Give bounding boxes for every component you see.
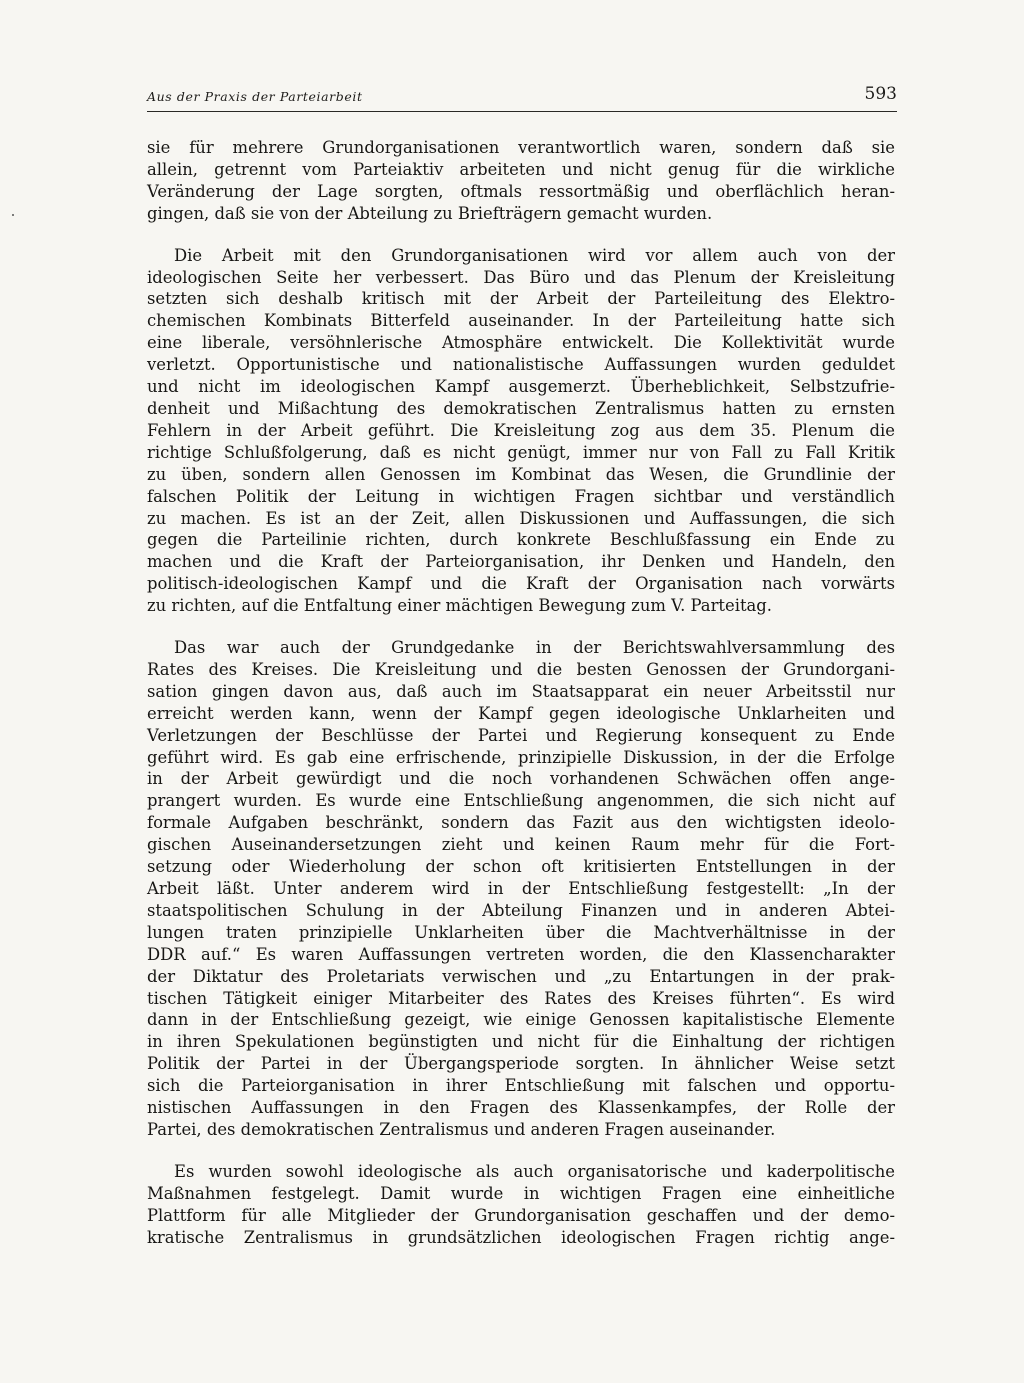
text-line: nistischen Auffassungen in den Fragen des Klassenkampfes, der Rolle der	[147, 1098, 895, 1118]
text-line: in der Arbeit gewürdigt und die noch vorhandenen Schwächen offen ange-	[147, 769, 895, 789]
text-line: Es wurden sowohl ideologische als auch organisatorische und kaderpolitische	[174, 1161, 895, 1181]
text-line: Plattform für alle Mitglieder der Grundorganisation geschaffen und der demo-	[147, 1205, 895, 1225]
text-line: Arbeit läßt. Unter anderem wird in der Entschließung festgestellt: „In der	[147, 879, 895, 898]
text-line: setzung oder Wiederholung der schon oft kritisierten Entstellungen in der	[147, 857, 895, 877]
text-line: erreicht werden kann, wenn der Kampf gegen ideologische Unklarheiten und	[147, 703, 895, 723]
text-line: gegen die Parteilinie richten, durch konkrete Beschlußfassung ein Ende zu	[147, 530, 895, 550]
running-title: Aus der Praxis der Parteiarbeit	[147, 89, 363, 104]
text-line: lungen traten prinzipielle Unklarheiten über die Machtverhältnisse in der	[147, 922, 895, 942]
text-line: sich die Parteiorganisation in ihrer Entschließung mit falschen und opportu-	[147, 1076, 895, 1096]
text-line: Fehlern in der Arbeit geführt. Die Kreisleitung zog aus dem 35. Plenum die	[147, 420, 895, 440]
paragraph-2	[147, 245, 895, 617]
text-line: gischen Auseinandersetzungen zieht und keinen Raum mehr für die Fort-	[147, 835, 895, 855]
page-number: 593	[864, 84, 897, 104]
text-line: gingen, daß sie von der Abteilung zu Briefträgern gemacht wurden.	[147, 203, 713, 223]
text-line: machen und die Kraft der Parteiorganisation, ihr Denken und Handeln, den	[147, 552, 895, 572]
text-line: Das war auch der Grundgedanke in der Berichtswahlversammlung des	[174, 638, 895, 658]
text-line: DDR auf.“ Es waren Auffassungen vertreten worden, die den Klassencharakter	[147, 944, 895, 964]
text-line: in ihren Spekulationen begünstigten und nicht für die Einhaltung der richtigen	[147, 1032, 895, 1052]
text-line: staatspolitischen Schulung in der Abteilung Finanzen und in anderen Abtei-	[147, 900, 895, 920]
text-line: setzten sich deshalb kritisch mit der Arbeit der Parteileitung des Elektro-	[147, 289, 895, 309]
text-line: zu üben, sondern allen Genossen im Kombinat das Wesen, die Grundlinie der	[147, 464, 895, 484]
paragraph-4	[147, 1161, 895, 1249]
body-text	[147, 137, 895, 1269]
text-line: sie für mehrere Grundorganisationen verantwortlich waren, sondern daß sie	[147, 138, 895, 157]
text-line: chemischen Kombinats Bitterfeld auseinander. In der Parteileitung hatte sich	[147, 311, 895, 331]
text-line: richtige Schlußfolgerung, daß es nicht genügt, immer nur von Fall zu Fall Kritik	[147, 442, 895, 462]
text-line: falschen Politik der Leitung in wichtigen Fragen sichtbar und verständlich	[147, 486, 895, 506]
text-line: Die Arbeit mit den Grundorganisationen wird vor allem auch von der	[174, 245, 895, 265]
text-line: eine liberale, versöhnlerische Atmosphäre entwickelt. Die Kollektivität wurde	[147, 333, 895, 353]
text-line: denheit und Mißachtung des demokratischen Zentralismus hatten zu ernsten	[147, 398, 895, 418]
page-header	[147, 84, 897, 114]
paragraph-3	[147, 637, 895, 1141]
text-line: dann in der Entschließung gezeigt, wie einige Genossen kapitalistische Elemente	[147, 1010, 895, 1030]
text-line: geführt wird. Es gab eine erfrischende, prinzipielle Diskussion, in der die Erfolge	[147, 747, 895, 767]
text-line: Maßnahmen festgelegt. Damit wurde in wichtigen Fragen eine einheitliche	[147, 1183, 895, 1203]
text-line: tischen Tätigkeit einiger Mitarbeiter des Rates des Kreises führten“. Es wird	[147, 988, 895, 1008]
text-line: Verletzungen der Beschlüsse der Partei und Regierung konsequent zu Ende	[147, 725, 895, 745]
text-line: zu richten, auf die Entfaltung einer mächtigen Bewegung zum V. Parteitag.	[147, 596, 773, 616]
text-line: allein, getrennt vom Parteiaktiv arbeiteten und nicht genug für die wirkliche	[147, 159, 895, 179]
text-line: der Diktatur des Proletariats verwischen und „zu Entartungen in der prak-	[147, 966, 895, 986]
text-line: politisch-ideologischen Kampf und die Kraft der Organisation nach vorwärts	[147, 574, 895, 594]
scan-speck	[12, 214, 14, 216]
header-rule	[147, 111, 897, 112]
text-line: sation gingen davon aus, daß auch im Staatsapparat ein neuer Arbeitsstil nur	[147, 681, 895, 701]
text-line: zu machen. Es ist an der Zeit, allen Diskussionen und Auffassungen, die sich	[147, 508, 895, 528]
text-line: ideologischen Seite her verbessert. Das Büro und das Plenum der Kreisleitung	[147, 267, 895, 287]
text-line: prangert wurden. Es wurde eine Entschließung angenommen, die sich nicht auf	[147, 791, 895, 811]
text-line: kratische Zentralismus in grundsätzlichen ideologischen Fragen richtig ange-	[147, 1227, 895, 1247]
text-line: formale Aufgaben beschränkt, sondern das Fazit aus den wichtigsten ideolo-	[147, 813, 895, 833]
text-line: Rates des Kreises. Die Kreisleitung und die besten Genossen der Grundorgani-	[147, 659, 895, 679]
text-line: verletzt. Opportunistische und nationalistische Auffassungen wurden geduldet	[147, 355, 895, 375]
text-line: Partei, des demokratischen Zentralismus und anderen Fragen auseinander.	[147, 1119, 776, 1139]
paragraph-1	[147, 137, 895, 225]
text-line: und nicht im ideologischen Kampf ausgemerzt. Überheblichkeit, Selbstzufrie-	[147, 377, 895, 397]
text-line: Politik der Partei in der Übergangsperiode sorgten. In ähnlicher Weise setzt	[147, 1054, 895, 1074]
text-line: Veränderung der Lage sorgten, oftmals ressortmäßig und oberflächlich heran-	[147, 181, 895, 201]
